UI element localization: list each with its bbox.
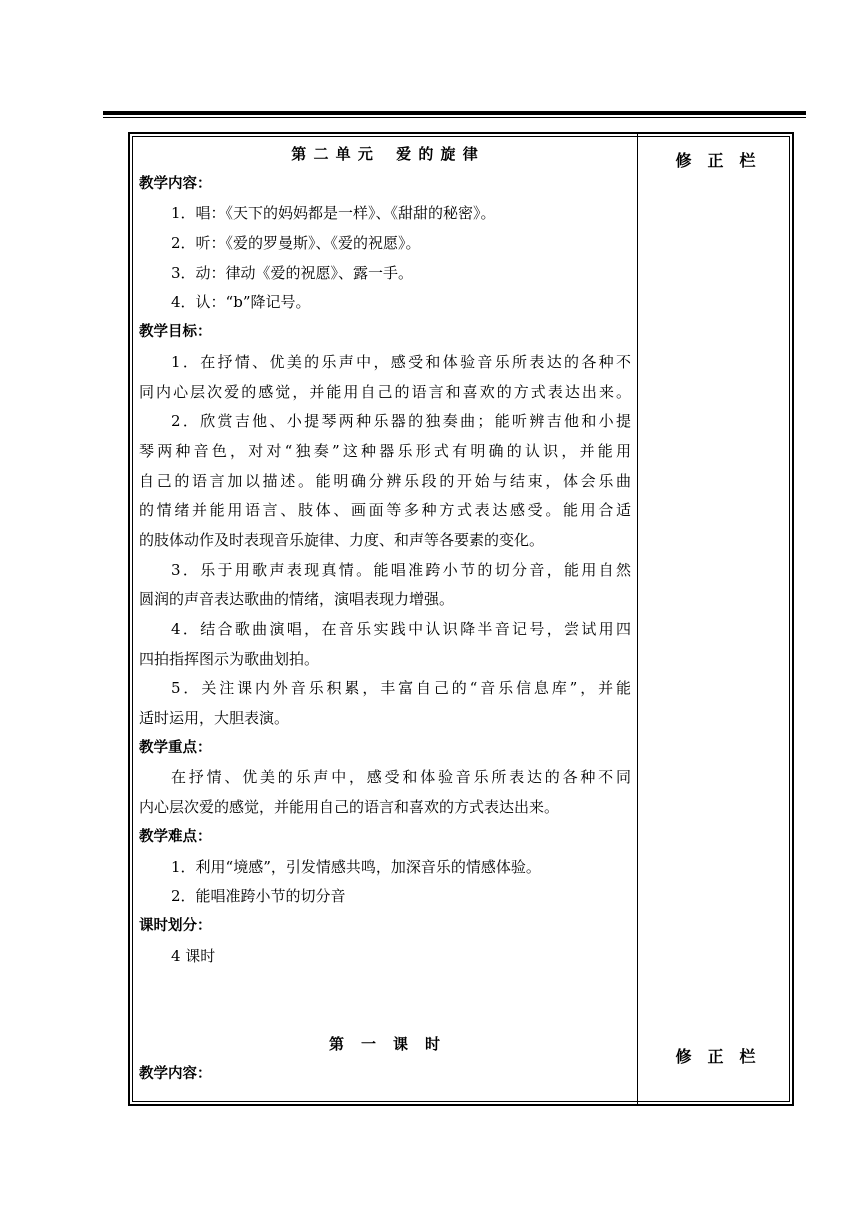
revision-column-label-bottom: 修 正 栏 <box>675 1047 756 1066</box>
goal-line: 圆润的声音表达歌曲的情绪，演唱表现力增强。 <box>139 590 455 609</box>
goal-line: 琴两种音色，对对“独奏”这种器乐形式有明确的认识，并能用 <box>139 441 631 460</box>
goal-line: 4．结合歌曲演唱，在音乐实践中认识降半音记号，尝试用四 <box>171 620 631 638</box>
section-heading-content: 教学内容： <box>139 175 212 192</box>
header-rule-thin <box>103 117 806 118</box>
section-heading-difficulties: 教学难点： <box>139 828 212 845</box>
goal-line: 2．欣赏吉他、小提琴两种乐器的独奏曲；能听辨吉他和小提 <box>171 412 631 431</box>
column-divider <box>637 134 638 1104</box>
section-heading-lesson-content: 教学内容： <box>139 1065 212 1082</box>
content-item: 1．唱：《天下的妈妈都是一样》、《甜甜的秘密》。 <box>171 204 496 223</box>
difficulty-item: 2．能唱准跨小节的切分音 <box>171 887 346 906</box>
content-item: 2．听：《爱的罗曼斯》、《爱的祝愿》。 <box>171 234 421 253</box>
goal-line: 适时运用，大胆表演。 <box>139 709 290 728</box>
goal-line: 同内心层次爱的感觉，并能用自己的语言和喜欢的方式表达出来。 <box>139 382 631 401</box>
goal-line: 3．乐于用歌声表现真情。能唱准跨小节的切分音，能用自然 <box>171 560 631 579</box>
goal-line: 的肢体动作及时表现音乐旋律、力度、和声等各要素的变化。 <box>139 530 545 549</box>
goal-line: 5．关注课内外音乐积累，丰富自己的“音乐信息库”，并能 <box>171 679 631 698</box>
hours-value: 4 课时 <box>171 946 216 965</box>
lesson-title: 第 一 课 时 <box>328 1035 441 1054</box>
section-heading-key-points: 教学重点： <box>139 739 212 756</box>
spacer <box>139 971 631 1030</box>
section-heading-hours: 课时划分： <box>139 917 212 934</box>
section-heading-goals: 教学目标： <box>139 324 212 341</box>
difficulty-item: 1．利用“境感”，引发情感共鸣，加深音乐的情感体验。 <box>171 857 541 876</box>
goal-line: 的情绪并能用语言、肢体、画面等多种方式表达感受。能用合适 <box>139 501 631 520</box>
unit-title: 第 二 单 元 爱 的 旋 律 <box>291 145 479 163</box>
lesson-plan-content <box>139 140 631 1090</box>
revision-column-label-top: 修 正 栏 <box>675 151 756 170</box>
content-item: 3．动：律动《爱的祝愿》、露一手。 <box>171 263 414 282</box>
key-point-line: 在抒情、优美的乐声中，感受和体验音乐所表达的各种不同 <box>171 768 631 787</box>
key-point-line: 内心层次爱的感觉，并能用自己的语言和喜欢的方式表达出来。 <box>139 798 560 817</box>
content-item: 4．认：“b”降记号。 <box>171 293 311 312</box>
goal-line: 1．在抒情、优美的乐声中，感受和体验音乐所表达的各种不 <box>171 352 631 371</box>
header-rule-thick <box>103 111 806 115</box>
goal-line: 四拍指挥图示为歌曲划拍。 <box>139 649 320 668</box>
goal-line: 自己的语言加以描述。能明确分辨乐段的开始与结束，体会乐曲 <box>139 471 631 490</box>
